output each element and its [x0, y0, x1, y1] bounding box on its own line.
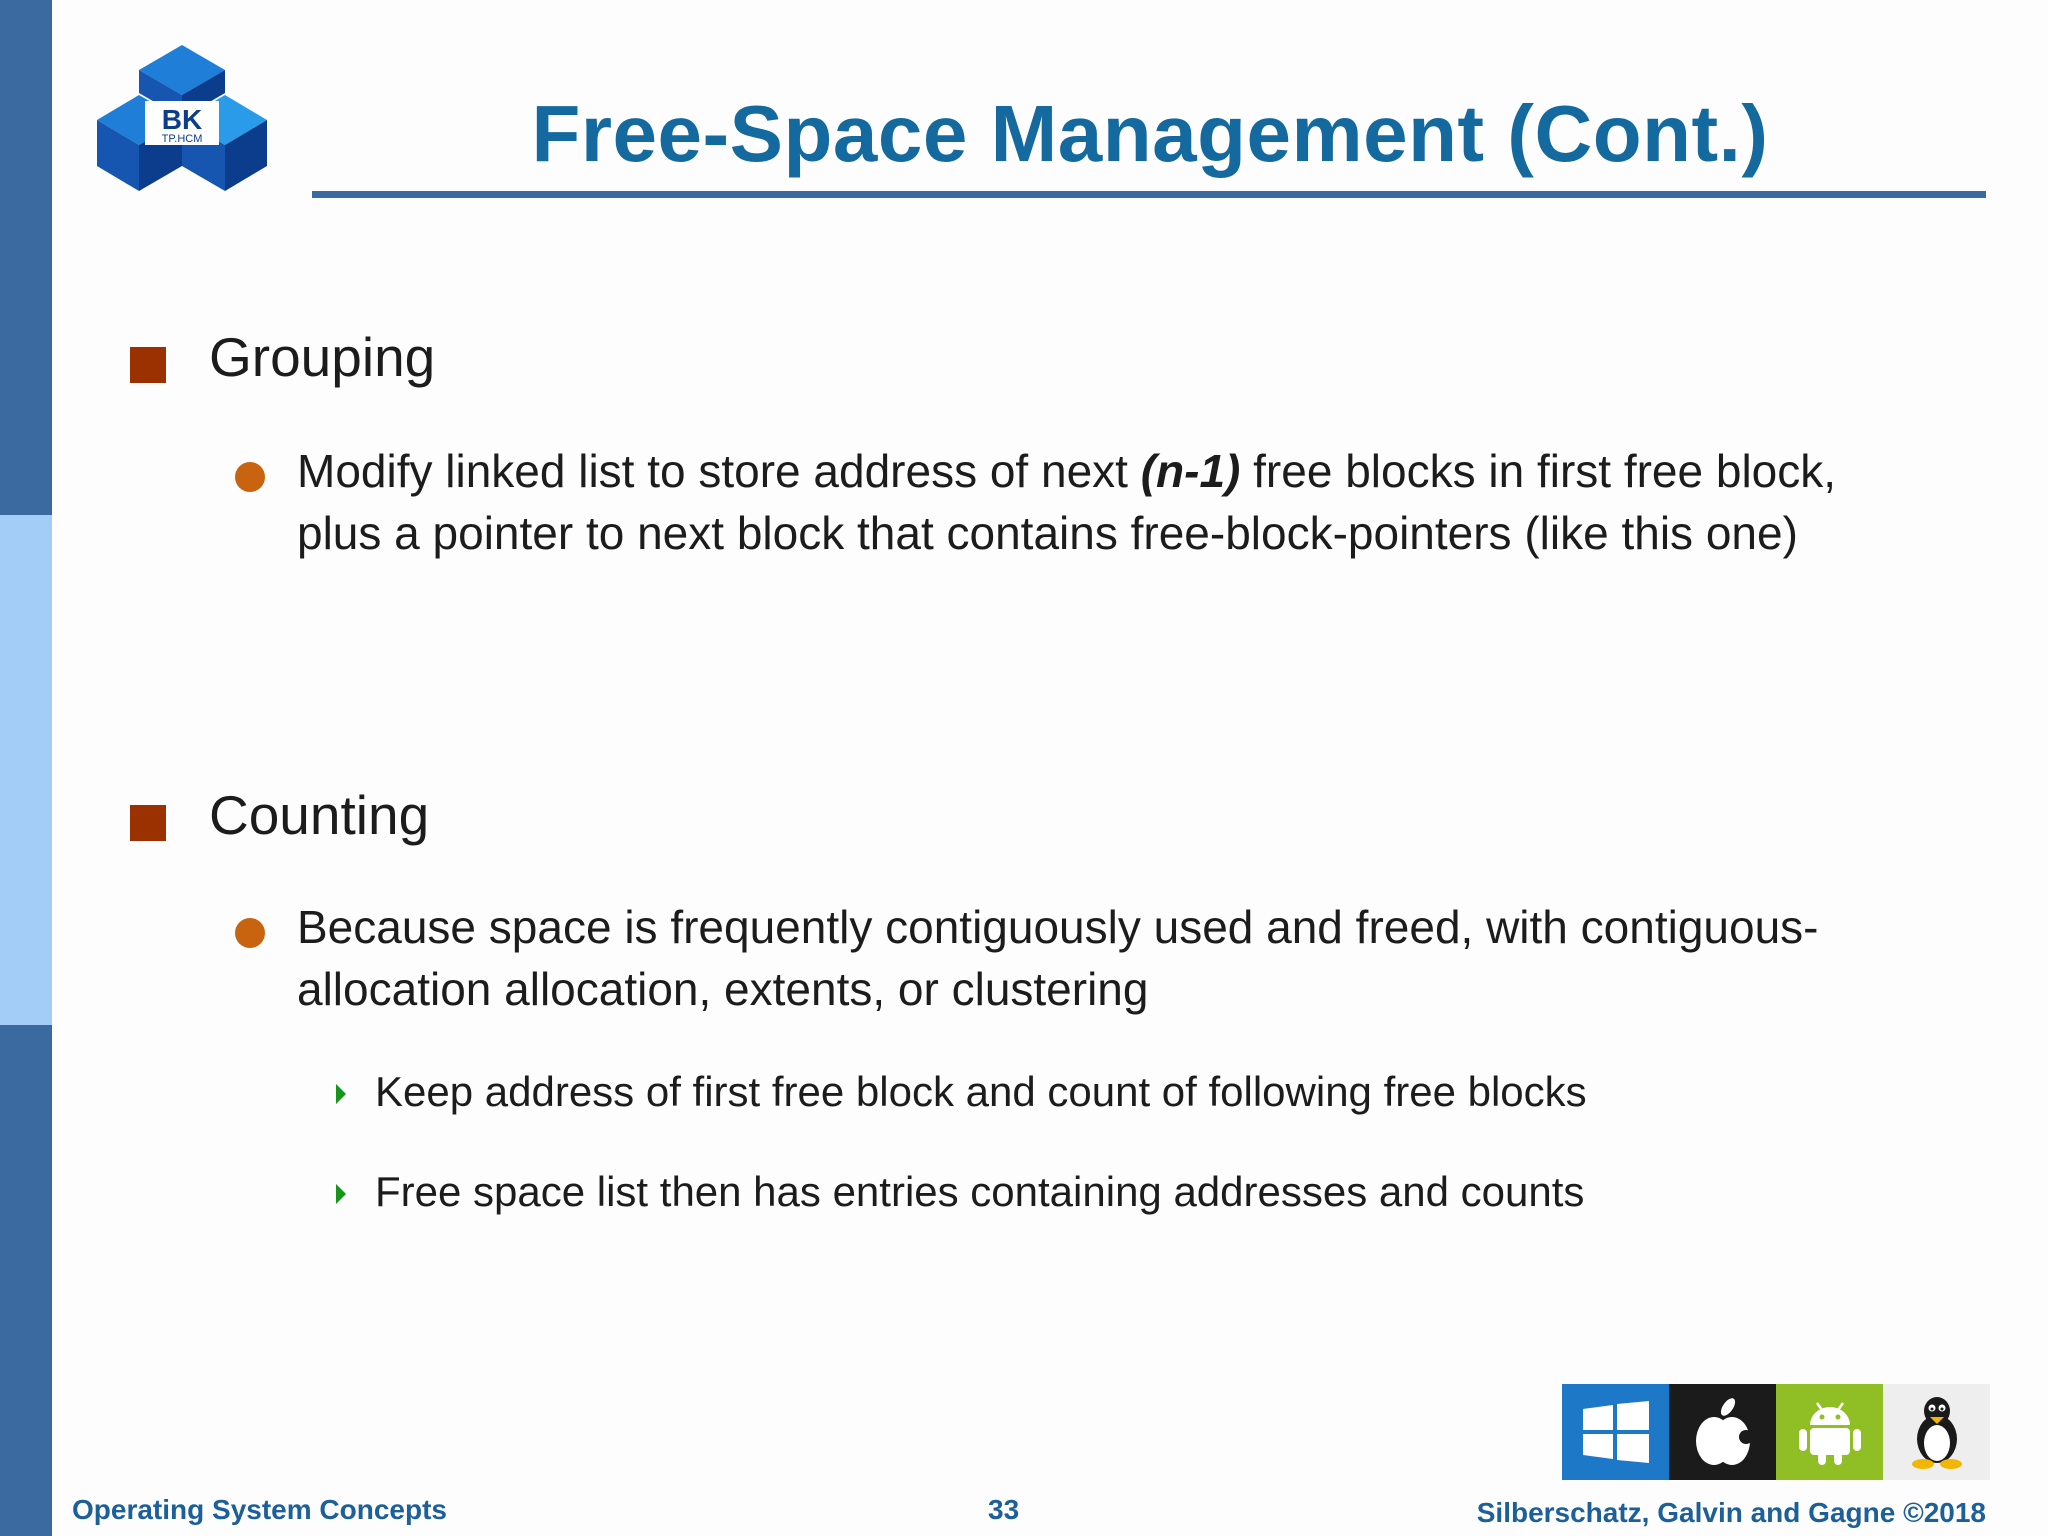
- triangle-bullet-icon: [336, 1084, 346, 1104]
- square-bullet-icon: [130, 347, 166, 383]
- left-accent-bar-highlight: [0, 515, 52, 1025]
- square-bullet-icon: [130, 805, 166, 841]
- bullet-text-before: Modify linked list to store address of next: [297, 445, 1141, 497]
- section-heading: Grouping: [209, 326, 436, 388]
- circle-bullet-icon: [235, 918, 265, 948]
- logo-main-text: BK: [161, 104, 203, 135]
- bullet-grouping-1: [232, 440, 1932, 564]
- triangle-bullet-icon: [336, 1184, 346, 1204]
- footer-copyright: Silberschatz, Galvin and Gagne ©2018: [1476, 1497, 1986, 1528]
- footer-course-title: Operating System Concepts: [72, 1494, 447, 1525]
- bullet-text: [297, 440, 1932, 564]
- bullet-text-after: free blocks in first free block, plus a pointer to next block that contains free-block-pointers (like this one): [297, 445, 1837, 559]
- circle-bullet-icon: [235, 462, 265, 492]
- slide-title: Free-Space Management (Cont.): [531, 89, 1769, 178]
- android-icon: [1776, 1384, 1883, 1480]
- footer-page-number: 33: [988, 1494, 1020, 1525]
- os-icons-strip: [1562, 1384, 1990, 1480]
- bullet-text-emphasis: (n-1): [1140, 445, 1241, 497]
- subbullet-text: Free space list then has entries containing addresses and counts: [375, 1168, 1585, 1215]
- bk-tphcm-logo: [97, 43, 267, 193]
- linux-icon: [1883, 1384, 1990, 1480]
- bullet-text: Because space is frequently contiguously used and freed, with contiguous-allocation allocation, extents, or clustering: [297, 901, 1819, 1015]
- windows-icon: [1562, 1384, 1669, 1480]
- logo-sub-text: TP.HCM: [161, 133, 203, 145]
- left-accent-bar: [0, 0, 52, 1536]
- section-heading: Counting: [209, 784, 430, 846]
- apple-icon: [1669, 1384, 1776, 1480]
- title-underline: [312, 191, 1986, 198]
- subbullet-text: Keep address of first free block and count of following free blocks: [375, 1068, 1587, 1115]
- bullet-counting-1: [232, 896, 1932, 1020]
